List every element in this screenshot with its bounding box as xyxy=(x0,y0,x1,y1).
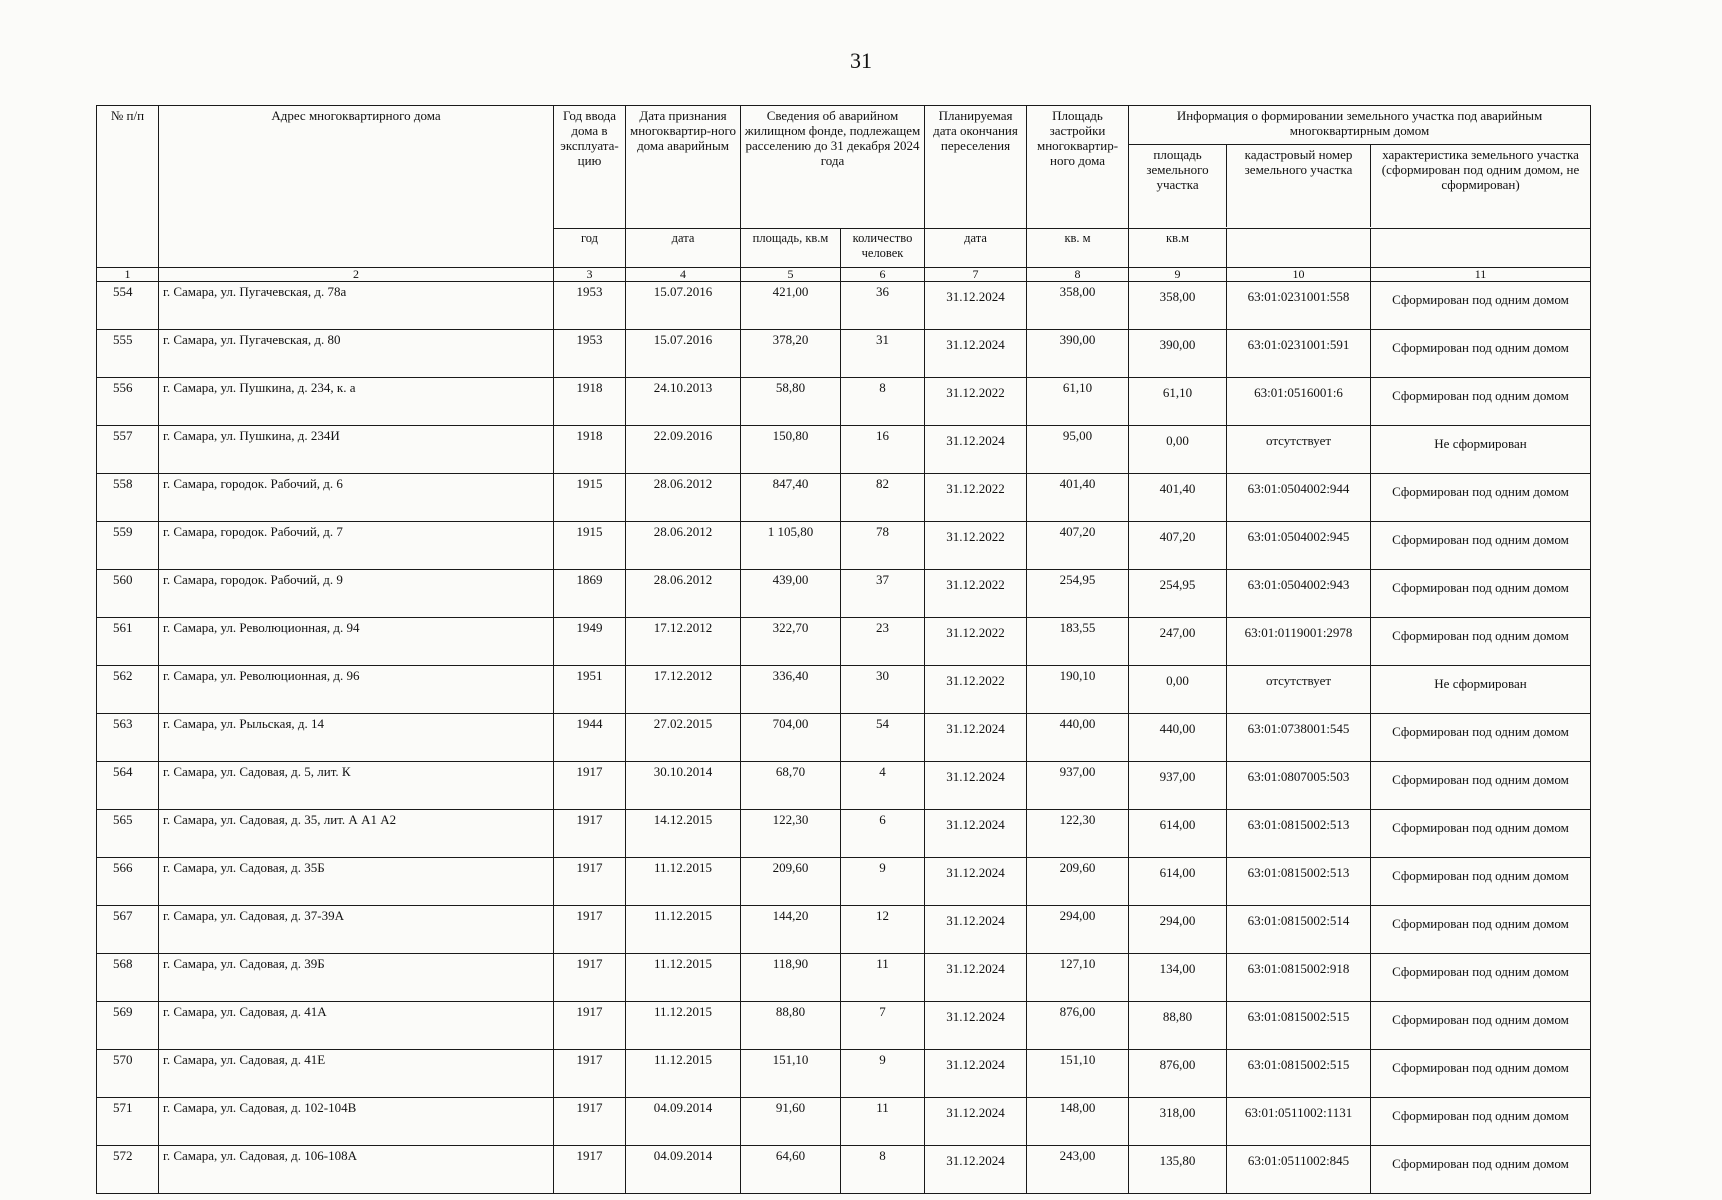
table-row xyxy=(97,810,1591,858)
row-emergency-date: 04.09.2014 xyxy=(626,1098,741,1146)
table-row xyxy=(97,474,1591,522)
row-resettle-date: 31.12.2024 xyxy=(925,714,1027,762)
row-building-area: 190,10 xyxy=(1027,666,1129,714)
row-building-area: 243,00 xyxy=(1027,1146,1129,1194)
row-building-area: 122,30 xyxy=(1027,810,1129,858)
row-address: г. Самара, ул. Садовая, д. 37-39А xyxy=(159,906,554,954)
row-number: 560 xyxy=(97,570,159,618)
row-resettle-date: 31.12.2024 xyxy=(925,1050,1027,1098)
row-people: 8 xyxy=(841,378,925,426)
row-land-area: 88,80 xyxy=(1129,1002,1227,1050)
row-emergency-date: 17.12.2012 xyxy=(626,618,741,666)
row-year: 1917 xyxy=(554,906,626,954)
row-number: 561 xyxy=(97,618,159,666)
column-number: 2 xyxy=(159,268,554,282)
table-row xyxy=(97,858,1591,906)
row-land-area: 407,20 xyxy=(1129,522,1227,570)
row-land-characteristic: Сформирован под одним домом xyxy=(1371,570,1591,618)
unit-characteristic-empty xyxy=(1371,229,1591,268)
column-number: 3 xyxy=(554,268,626,282)
row-people: 82 xyxy=(841,474,925,522)
row-address: г. Самара, ул. Пушкина, д. 234, к. а xyxy=(159,378,554,426)
row-resettle-date: 31.12.2024 xyxy=(925,810,1027,858)
row-building-area: 183,55 xyxy=(1027,618,1129,666)
row-cadastral: 63:01:0815002:515 xyxy=(1227,1002,1371,1050)
row-area: 336,40 xyxy=(741,666,841,714)
row-number: 556 xyxy=(97,378,159,426)
table-row xyxy=(97,954,1591,1002)
table-row xyxy=(97,906,1591,954)
row-area: 118,90 xyxy=(741,954,841,1002)
row-building-area: 127,10 xyxy=(1027,954,1129,1002)
row-number: 563 xyxy=(97,714,159,762)
row-year: 1918 xyxy=(554,378,626,426)
row-area: 151,10 xyxy=(741,1050,841,1098)
row-area: 144,20 xyxy=(741,906,841,954)
row-building-area: 151,10 xyxy=(1027,1050,1129,1098)
row-year: 1918 xyxy=(554,426,626,474)
row-cadastral: 63:01:0815002:514 xyxy=(1227,906,1371,954)
column-number: 8 xyxy=(1027,268,1129,282)
row-number: 564 xyxy=(97,762,159,810)
table-row xyxy=(97,330,1591,378)
row-number: 566 xyxy=(97,858,159,906)
row-resettle-date: 31.12.2024 xyxy=(925,954,1027,1002)
row-people: 16 xyxy=(841,426,925,474)
row-emergency-date: 14.12.2015 xyxy=(626,810,741,858)
row-address: г. Самара, ул. Пушкина, д. 234И xyxy=(159,426,554,474)
table-row xyxy=(97,1002,1591,1050)
row-people: 9 xyxy=(841,858,925,906)
row-land-area: 876,00 xyxy=(1129,1050,1227,1098)
row-people: 37 xyxy=(841,570,925,618)
row-emergency-date: 15.07.2016 xyxy=(626,282,741,330)
row-resettle-date: 31.12.2024 xyxy=(925,330,1027,378)
unit-build-area: кв. м xyxy=(1027,229,1129,268)
row-cadastral: 63:01:0504002:943 xyxy=(1227,570,1371,618)
row-cadastral: 63:01:0119001:2978 xyxy=(1227,618,1371,666)
row-area: 847,40 xyxy=(741,474,841,522)
row-land-area: 937,00 xyxy=(1129,762,1227,810)
row-cadastral: 63:01:0807005:503 xyxy=(1227,762,1371,810)
row-emergency-date: 15.07.2016 xyxy=(626,330,741,378)
row-number: 554 xyxy=(97,282,159,330)
row-resettle-date: 31.12.2024 xyxy=(925,426,1027,474)
column-number: 9 xyxy=(1129,268,1227,282)
column-number: 6 xyxy=(841,268,925,282)
row-cadastral: 63:01:0504002:945 xyxy=(1227,522,1371,570)
row-land-area: 254,95 xyxy=(1129,570,1227,618)
table-header xyxy=(97,106,1591,282)
row-address: г. Самара, ул. Садовая, д. 106-108А xyxy=(159,1146,554,1194)
table-row xyxy=(97,378,1591,426)
row-land-area: 135,80 xyxy=(1129,1146,1227,1194)
column-number: 5 xyxy=(741,268,841,282)
row-area: 88,80 xyxy=(741,1002,841,1050)
row-land-characteristic: Сформирован под одним домом xyxy=(1371,474,1591,522)
row-area: 64,60 xyxy=(741,1146,841,1194)
row-area: 421,00 xyxy=(741,282,841,330)
row-land-area: 614,00 xyxy=(1129,810,1227,858)
row-building-area: 95,00 xyxy=(1027,426,1129,474)
row-people: 7 xyxy=(841,1002,925,1050)
row-area: 209,60 xyxy=(741,858,841,906)
row-land-characteristic: Сформирован под одним домом xyxy=(1371,282,1591,330)
row-emergency-date: 04.09.2014 xyxy=(626,1146,741,1194)
row-address: г. Самара, городок. Рабочий, д. 7 xyxy=(159,522,554,570)
unit-area: площадь, кв.м xyxy=(741,229,841,268)
row-land-characteristic: Сформирован под одним домом xyxy=(1371,522,1591,570)
column-number: 11 xyxy=(1371,268,1591,282)
row-land-area: 358,00 xyxy=(1129,282,1227,330)
row-area: 439,00 xyxy=(741,570,841,618)
table-row xyxy=(97,570,1591,618)
unit-date: дата xyxy=(626,229,741,268)
row-land-area: 0,00 xyxy=(1129,426,1227,474)
row-number: 558 xyxy=(97,474,159,522)
row-number: 567 xyxy=(97,906,159,954)
row-address: г. Самара, ул. Садовая, д. 41А xyxy=(159,1002,554,1050)
row-emergency-date: 11.12.2015 xyxy=(626,1002,741,1050)
row-people: 36 xyxy=(841,282,925,330)
row-building-area: 148,00 xyxy=(1027,1098,1129,1146)
row-resettle-date: 31.12.2022 xyxy=(925,618,1027,666)
row-address: г. Самара, ул. Садовая, д. 35, лит. А А1 А2 xyxy=(159,810,554,858)
row-area: 58,80 xyxy=(741,378,841,426)
row-number: 571 xyxy=(97,1098,159,1146)
table-row xyxy=(97,714,1591,762)
table-row xyxy=(97,1098,1591,1146)
row-people: 30 xyxy=(841,666,925,714)
row-people: 8 xyxy=(841,1146,925,1194)
row-address: г. Самара, городок. Рабочий, д. 6 xyxy=(159,474,554,522)
header-resettlement-date: Планируемая дата окончания переселения xyxy=(925,106,1027,229)
row-cadastral: 63:01:0231001:558 xyxy=(1227,282,1371,330)
row-address: г. Самара, ул. Садовая, д. 35Б xyxy=(159,858,554,906)
row-address: г. Самара, ул. Садовая, д. 5, лит. К xyxy=(159,762,554,810)
row-area: 1 105,80 xyxy=(741,522,841,570)
row-year: 1917 xyxy=(554,762,626,810)
column-number-row xyxy=(97,268,1591,282)
row-people: 4 xyxy=(841,762,925,810)
row-address: г. Самара, ул. Садовая, д. 102-104В xyxy=(159,1098,554,1146)
row-emergency-date: 24.10.2013 xyxy=(626,378,741,426)
row-emergency-date: 11.12.2015 xyxy=(626,1050,741,1098)
table-row xyxy=(97,1050,1591,1098)
table-body xyxy=(97,282,1591,1194)
row-area: 322,70 xyxy=(741,618,841,666)
header-year: Год ввода дома в эксплуата-цию xyxy=(554,106,626,229)
row-land-characteristic: Сформирован под одним домом xyxy=(1371,1146,1591,1194)
row-land-area: 0,00 xyxy=(1129,666,1227,714)
row-year: 1917 xyxy=(554,810,626,858)
column-number: 10 xyxy=(1227,268,1371,282)
row-year: 1917 xyxy=(554,1098,626,1146)
row-cadastral: 63:01:0815002:513 xyxy=(1227,810,1371,858)
table-row xyxy=(97,522,1591,570)
row-resettle-date: 31.12.2024 xyxy=(925,906,1027,954)
row-cadastral: отсутствует xyxy=(1227,426,1371,474)
row-emergency-date: 27.02.2015 xyxy=(626,714,741,762)
row-number: 559 xyxy=(97,522,159,570)
row-land-characteristic: Сформирован под одним домом xyxy=(1371,330,1591,378)
row-people: 12 xyxy=(841,906,925,954)
row-land-characteristic: Сформирован под одним домом xyxy=(1371,714,1591,762)
row-resettle-date: 31.12.2024 xyxy=(925,282,1027,330)
row-land-area: 318,00 xyxy=(1129,1098,1227,1146)
row-area: 91,60 xyxy=(741,1098,841,1146)
row-people: 6 xyxy=(841,810,925,858)
row-resettle-date: 31.12.2022 xyxy=(925,522,1027,570)
row-number: 565 xyxy=(97,810,159,858)
table-row xyxy=(97,762,1591,810)
row-cadastral: 63:01:0504002:944 xyxy=(1227,474,1371,522)
row-resettle-date: 31.12.2024 xyxy=(925,762,1027,810)
row-land-characteristic: Сформирован под одним домом xyxy=(1371,1002,1591,1050)
row-address: г. Самара, ул. Пугачевская, д. 78а xyxy=(159,282,554,330)
row-address: г. Самара, ул. Садовая, д. 39Б xyxy=(159,954,554,1002)
row-land-characteristic: Сформирован под одним домом xyxy=(1371,618,1591,666)
row-address: г. Самара, ул. Садовая, д. 41Е xyxy=(159,1050,554,1098)
row-land-area: 61,10 xyxy=(1129,378,1227,426)
row-number: 555 xyxy=(97,330,159,378)
header-land-info xyxy=(1129,106,1591,229)
unit-resettle-date: дата xyxy=(925,229,1027,268)
row-area: 122,30 xyxy=(741,810,841,858)
header-land-area: площадь земельного участка xyxy=(1129,145,1227,227)
row-year: 1953 xyxy=(554,330,626,378)
row-land-characteristic: Не сформирован xyxy=(1371,666,1591,714)
row-building-area: 390,00 xyxy=(1027,330,1129,378)
row-building-area: 440,00 xyxy=(1027,714,1129,762)
row-land-area: 294,00 xyxy=(1129,906,1227,954)
unit-year: год xyxy=(554,229,626,268)
header-address: Адрес многоквартирного дома xyxy=(159,106,554,268)
row-year: 1944 xyxy=(554,714,626,762)
row-land-characteristic: Сформирован под одним домом xyxy=(1371,810,1591,858)
column-number: 4 xyxy=(626,268,741,282)
row-building-area: 937,00 xyxy=(1027,762,1129,810)
unit-cadastral-empty xyxy=(1227,229,1371,268)
row-building-area: 61,10 xyxy=(1027,378,1129,426)
row-year: 1915 xyxy=(554,522,626,570)
row-year: 1915 xyxy=(554,474,626,522)
row-emergency-date: 28.06.2012 xyxy=(626,474,741,522)
row-emergency-date: 11.12.2015 xyxy=(626,906,741,954)
header-building-area: Площадь застройки многоквартир-ного дома xyxy=(1027,106,1129,229)
row-year: 1951 xyxy=(554,666,626,714)
header-land-info-title: Информация о формировании земельного участка под аварийным многоквартирным домом xyxy=(1129,106,1590,145)
row-cadastral: 63:01:0815002:513 xyxy=(1227,858,1371,906)
row-address: г. Самара, ул. Революционная, д. 94 xyxy=(159,618,554,666)
unit-land-area: кв.м xyxy=(1129,229,1227,268)
row-land-area: 401,40 xyxy=(1129,474,1227,522)
row-building-area: 407,20 xyxy=(1027,522,1129,570)
table-row xyxy=(97,666,1591,714)
row-number: 572 xyxy=(97,1146,159,1194)
row-resettle-date: 31.12.2022 xyxy=(925,474,1027,522)
header-land-characteristic: характеристика земельного участка (сформирован под одним домом, не сформирован) xyxy=(1381,147,1580,192)
table-row xyxy=(97,426,1591,474)
row-resettle-date: 31.12.2024 xyxy=(925,858,1027,906)
table-row xyxy=(97,618,1591,666)
unit-people: количество человек xyxy=(841,229,925,268)
row-address: г. Самара, ул. Революционная, д. 96 xyxy=(159,666,554,714)
row-resettle-date: 31.12.2024 xyxy=(925,1146,1027,1194)
row-land-characteristic: Сформирован под одним домом xyxy=(1371,858,1591,906)
row-people: 23 xyxy=(841,618,925,666)
row-land-characteristic: Сформирован под одним домом xyxy=(1371,954,1591,1002)
row-year: 1917 xyxy=(554,1146,626,1194)
row-people: 54 xyxy=(841,714,925,762)
column-number: 7 xyxy=(925,268,1027,282)
row-resettle-date: 31.12.2022 xyxy=(925,570,1027,618)
row-cadastral: 63:01:0231001:591 xyxy=(1227,330,1371,378)
table-row xyxy=(97,282,1591,330)
table-row xyxy=(97,1146,1591,1194)
row-cadastral: 63:01:0815002:918 xyxy=(1227,954,1371,1002)
row-land-area: 134,00 xyxy=(1129,954,1227,1002)
row-building-area: 294,00 xyxy=(1027,906,1129,954)
row-land-characteristic: Сформирован под одним домом xyxy=(1371,1098,1591,1146)
row-emergency-date: 22.09.2016 xyxy=(626,426,741,474)
row-year: 1869 xyxy=(554,570,626,618)
row-address: г. Самара, ул. Пугачевская, д. 80 xyxy=(159,330,554,378)
row-building-area: 209,60 xyxy=(1027,858,1129,906)
row-land-area: 614,00 xyxy=(1129,858,1227,906)
row-emergency-date: 11.12.2015 xyxy=(626,858,741,906)
row-address: г. Самара, ул. Рыльская, д. 14 xyxy=(159,714,554,762)
page-number: 31 xyxy=(850,48,872,73)
row-land-characteristic: Сформирован под одним домом xyxy=(1371,378,1591,426)
row-resettle-date: 31.12.2024 xyxy=(925,1098,1027,1146)
row-area: 704,00 xyxy=(741,714,841,762)
row-emergency-date: 11.12.2015 xyxy=(626,954,741,1002)
header-emergency-date: Дата признания многоквартир-ного дома аварийным xyxy=(626,106,741,229)
row-year: 1917 xyxy=(554,954,626,1002)
row-people: 9 xyxy=(841,1050,925,1098)
row-emergency-date: 28.06.2012 xyxy=(626,522,741,570)
row-year: 1917 xyxy=(554,1050,626,1098)
row-address: г. Самара, городок. Рабочий, д. 9 xyxy=(159,570,554,618)
row-cadastral: 63:01:0738001:545 xyxy=(1227,714,1371,762)
row-land-area: 440,00 xyxy=(1129,714,1227,762)
row-number: 569 xyxy=(97,1002,159,1050)
row-land-characteristic: Не сформирован xyxy=(1371,426,1591,474)
row-land-area: 390,00 xyxy=(1129,330,1227,378)
row-building-area: 401,40 xyxy=(1027,474,1129,522)
row-land-characteristic: Сформирован под одним домом xyxy=(1371,1050,1591,1098)
row-emergency-date: 28.06.2012 xyxy=(626,570,741,618)
row-year: 1917 xyxy=(554,858,626,906)
row-emergency-date: 30.10.2014 xyxy=(626,762,741,810)
row-people: 78 xyxy=(841,522,925,570)
header-housing-info: Сведения об аварийном жилищном фонде, подлежащем расселению до 31 декабря 2024 года xyxy=(741,106,925,229)
row-resettle-date: 31.12.2024 xyxy=(925,1002,1027,1050)
row-people: 31 xyxy=(841,330,925,378)
row-people: 11 xyxy=(841,954,925,1002)
row-number: 568 xyxy=(97,954,159,1002)
row-people: 11 xyxy=(841,1098,925,1146)
header-row-number: № п/п xyxy=(97,106,159,268)
row-land-characteristic: Сформирован под одним домом xyxy=(1371,762,1591,810)
row-resettle-date: 31.12.2022 xyxy=(925,378,1027,426)
row-building-area: 254,95 xyxy=(1027,570,1129,618)
emergency-housing-table xyxy=(96,105,1591,1194)
row-cadastral: 63:01:0511002:845 xyxy=(1227,1146,1371,1194)
row-area: 150,80 xyxy=(741,426,841,474)
row-cadastral: 63:01:0511002:1131 xyxy=(1227,1098,1371,1146)
row-cadastral: отсутствует xyxy=(1227,666,1371,714)
row-land-area: 247,00 xyxy=(1129,618,1227,666)
column-number: 1 xyxy=(97,268,159,282)
header-cadastral: кадастровый номер земельного участка xyxy=(1227,145,1371,227)
row-building-area: 876,00 xyxy=(1027,1002,1129,1050)
row-building-area: 358,00 xyxy=(1027,282,1129,330)
row-emergency-date: 17.12.2012 xyxy=(626,666,741,714)
row-number: 562 xyxy=(97,666,159,714)
row-number: 570 xyxy=(97,1050,159,1098)
row-area: 378,20 xyxy=(741,330,841,378)
row-area: 68,70 xyxy=(741,762,841,810)
row-resettle-date: 31.12.2022 xyxy=(925,666,1027,714)
row-cadastral: 63:01:0516001:6 xyxy=(1227,378,1371,426)
row-cadastral: 63:01:0815002:515 xyxy=(1227,1050,1371,1098)
row-year: 1949 xyxy=(554,618,626,666)
row-year: 1953 xyxy=(554,282,626,330)
row-number: 557 xyxy=(97,426,159,474)
row-year: 1917 xyxy=(554,1002,626,1050)
row-land-characteristic: Сформирован под одним домом xyxy=(1371,906,1591,954)
